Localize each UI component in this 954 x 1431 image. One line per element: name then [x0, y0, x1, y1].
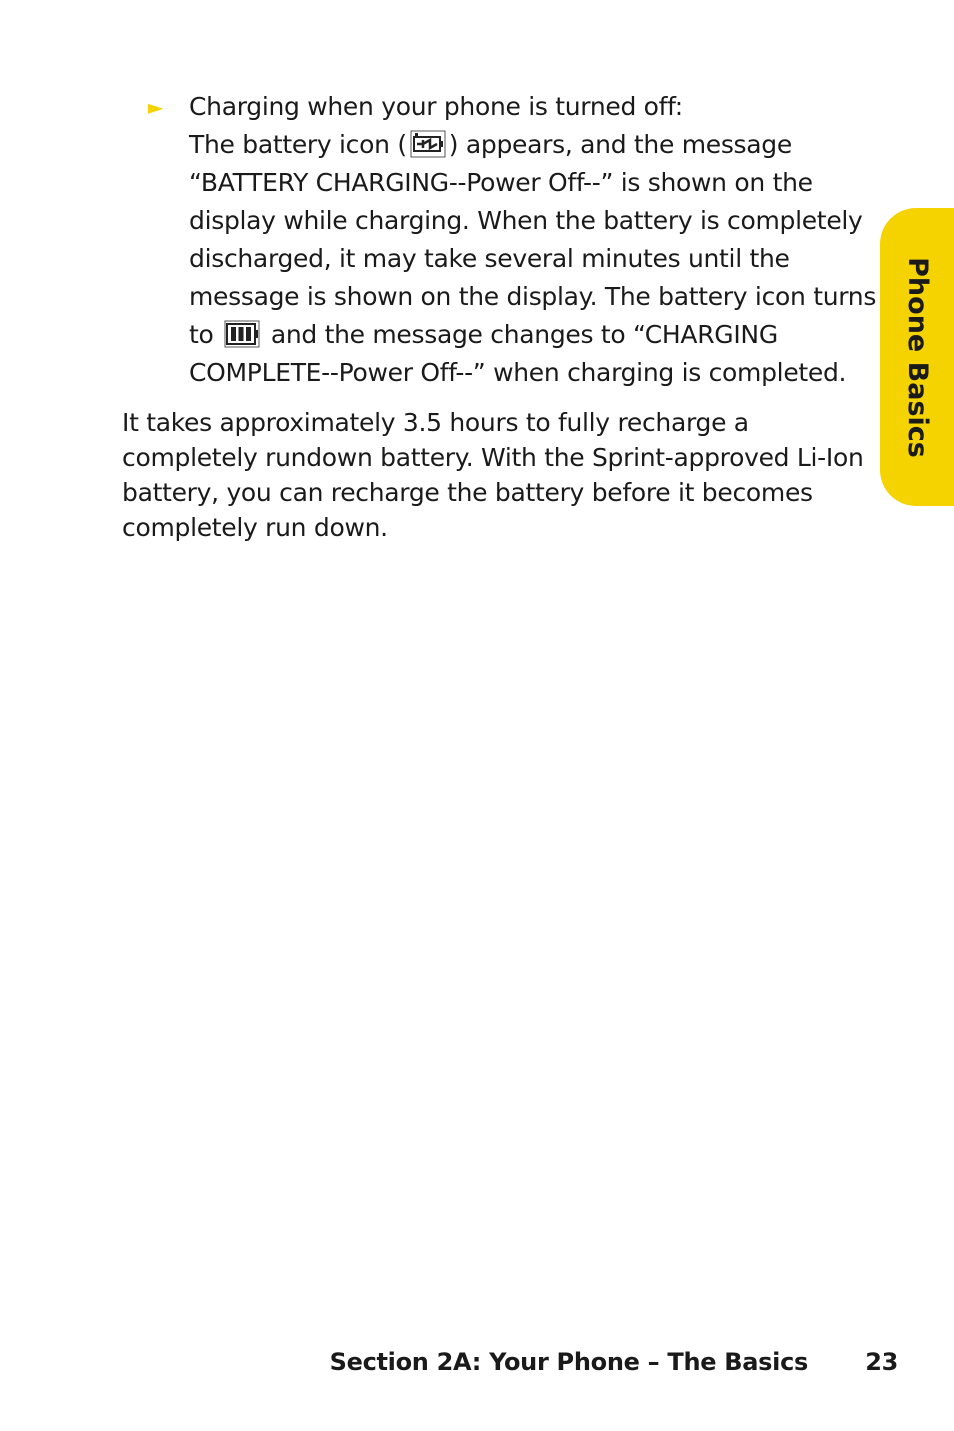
side-tab-label: Phone Basics: [901, 256, 933, 458]
paragraph-line: battery, you can recharge the battery before it becomes: [122, 478, 813, 507]
paragraph-line: completely rundown battery. With the Sprint-approved Li-Ion: [122, 443, 864, 472]
bullet-text: [189, 88, 877, 392]
bullet-item: [148, 88, 877, 392]
section-side-tab: [880, 208, 954, 506]
paragraph-line: completely run down.: [122, 513, 388, 542]
body-paragraph: [122, 405, 862, 545]
bullet-line: message is shown on the display. The battery icon turns: [189, 282, 877, 311]
bullet-line: to and the message changes to “CHARGING: [189, 320, 778, 349]
bullet-line: discharged, it may take several minutes until the: [189, 244, 790, 273]
bullet-line: The battery icon ( ) appears, and the message: [189, 130, 792, 159]
page-footer: [0, 1348, 954, 1384]
battery-charging-icon: [410, 130, 446, 158]
paragraph-line: It takes approximately 3.5 hours to fully recharge a: [122, 408, 749, 437]
bullet-line: display while charging. When the battery is completely: [189, 206, 863, 235]
page-number: 23: [865, 1348, 898, 1376]
bullet-heading: Charging when your phone is turned off:: [189, 92, 683, 121]
battery-full-icon: [224, 320, 260, 348]
bullet-arrow-icon: ►: [148, 95, 164, 119]
bullet-line: COMPLETE--Power Off--” when charging is completed.: [189, 358, 847, 387]
bullet-line: “BATTERY CHARGING--Power Off--” is shown on the: [189, 168, 813, 197]
side-tab-label-wrap: [880, 208, 954, 506]
footer-section-title: Section 2A: Your Phone – The Basics: [329, 1348, 808, 1376]
